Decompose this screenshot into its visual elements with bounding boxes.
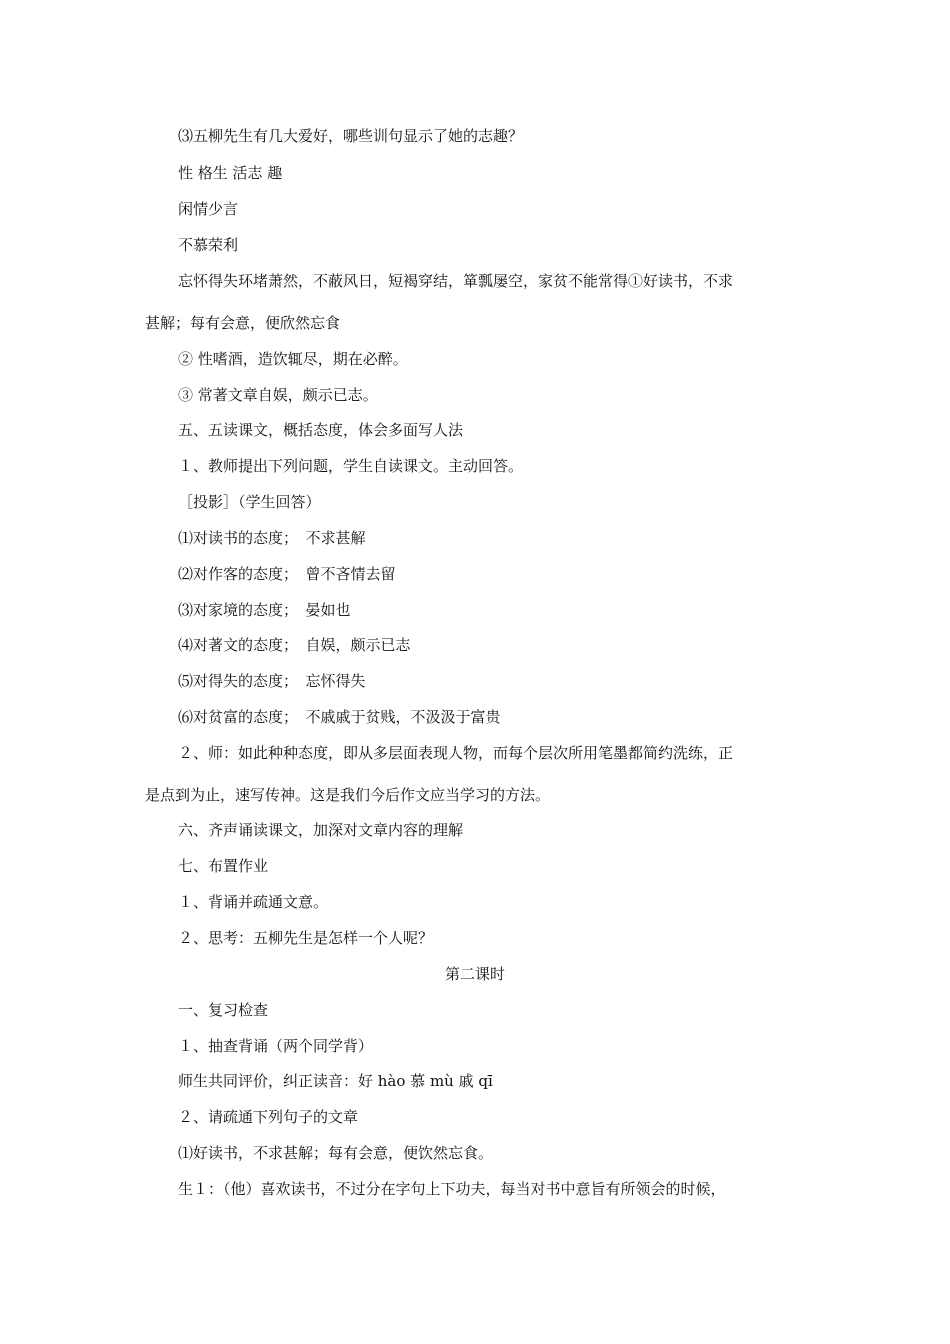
pronunciation-line: 师生共同评价，纠正读音：好 hào 慕 mù 戚 qī bbox=[178, 1072, 493, 1090]
projection-label: ［投影］（学生回答） bbox=[178, 493, 321, 511]
attitude-item: ⑷对著文的态度； 自娱，颇示已志 bbox=[178, 636, 411, 654]
trait-line: 闲情少言 bbox=[178, 200, 239, 218]
student-answer: 生１：（他）喜欢读书，不过分在字句上下功夫，每当对书中意旨有所领会的时候， bbox=[178, 1180, 726, 1198]
hobby-line: ③ 常著文章自娱，颇示已志。 bbox=[178, 386, 378, 404]
trait-line: 不慕荣利 bbox=[178, 236, 239, 254]
paragraph-line: ２、师：如此种种态度，即从多层面表现人物，而每个层次所用笔墨都简约洗练，正 bbox=[178, 744, 734, 762]
paragraph-line: 忘怀得失环堵萧然，不蔽风日，短褐穿结，箪瓢屡空，家贫不能常得①好读书，不求 bbox=[178, 272, 734, 290]
table-header-row: 性 格生 活志 趣 bbox=[178, 164, 283, 182]
paragraph-line: 甚解；每有会意，便欣然忘食 bbox=[145, 314, 341, 332]
attitude-item: ⑴对读书的态度； 不求甚解 bbox=[178, 529, 366, 547]
paragraph-line: 是点到为止，速写传神。这是我们今后作文应当学习的方法。 bbox=[145, 786, 551, 804]
step-line: ２、请疏通下列句子的文章 bbox=[178, 1108, 359, 1126]
attitude-item: ⑶对家境的态度； 晏如也 bbox=[178, 601, 351, 619]
step-line: １、抽查背诵（两个同学背） bbox=[178, 1037, 374, 1055]
section-heading: 六、齐声诵读课文，加深对文章内容的理解 bbox=[178, 821, 464, 839]
step-line: １、背诵并疏通文意。 bbox=[178, 893, 329, 911]
sentence-item: ⑴好读书，不求甚解；每有会意，便饮然忘食。 bbox=[178, 1144, 494, 1162]
attitude-item: ⑵对作客的态度； 曾不吝情去留 bbox=[178, 565, 396, 583]
lesson-title: 第二课时 bbox=[444, 965, 505, 983]
section-heading: 五、五读课文，概括态度，体会多面写人法 bbox=[178, 421, 464, 439]
question-3: ⑶五柳先生有几大爱好，哪些训句显示了她的志趣？ bbox=[178, 127, 524, 145]
attitude-item: ⑹对贫富的态度； 不戚戚于贫贱，不汲汲于富贵 bbox=[178, 708, 501, 726]
step-line: ２、思考：五柳先生是怎样一个人呢？ bbox=[178, 929, 434, 947]
section-heading: 一、复习检查 bbox=[178, 1001, 269, 1019]
hobby-line: ② 性嗜酒，造饮辄尽，期在必醉。 bbox=[178, 350, 408, 368]
section-heading: 七、布置作业 bbox=[178, 857, 269, 875]
step-line: １、教师提出下列问题，学生自读课文。主动回答。 bbox=[178, 457, 524, 475]
attitude-item: ⑸对得失的态度； 忘怀得失 bbox=[178, 672, 366, 690]
